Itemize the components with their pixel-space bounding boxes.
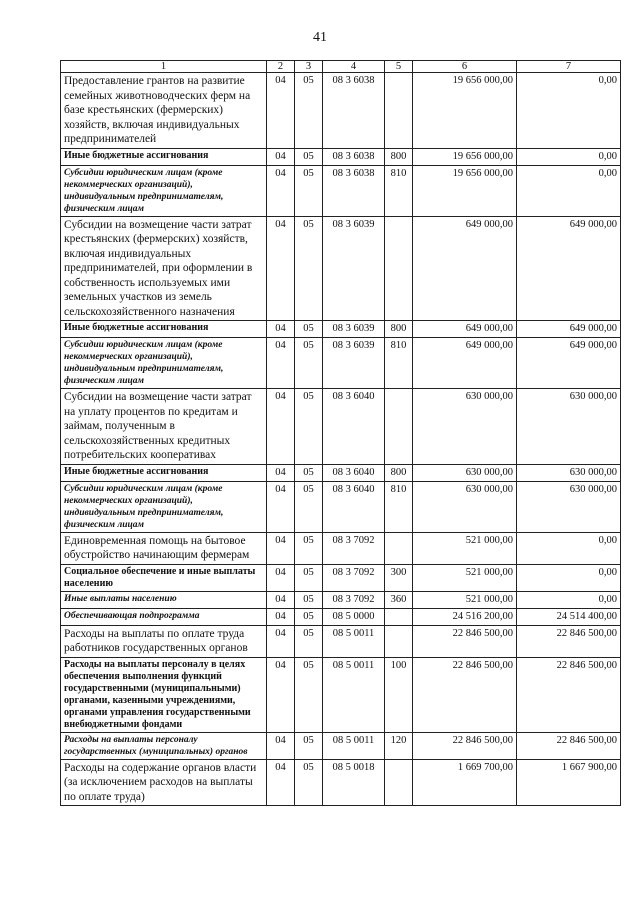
row-name: Субсидии на возмещение части затрат на уплату процентов по кредитам и займам, полученным в сельскохозяйственных кредитных потребительских кооперативах <box>61 389 267 465</box>
row-amount-2: 649 000,00 <box>517 321 621 338</box>
row-amount-1: 19 656 000,00 <box>413 148 517 165</box>
row-target-article: 08 5 0011 <box>323 732 385 759</box>
row-expense-type <box>385 759 413 806</box>
row-amount-2: 649 000,00 <box>517 216 621 321</box>
row-section: 04 <box>267 759 295 806</box>
table-row <box>61 148 621 165</box>
row-subsection: 05 <box>295 148 323 165</box>
table-row <box>61 732 621 759</box>
row-target-article: 08 3 6039 <box>323 216 385 321</box>
row-amount-1: 521 000,00 <box>413 591 517 608</box>
table-row <box>61 481 621 532</box>
table-row <box>61 591 621 608</box>
table-row <box>61 165 621 216</box>
row-subsection: 05 <box>295 759 323 806</box>
row-subsection: 05 <box>295 657 323 732</box>
row-expense-type <box>385 216 413 321</box>
row-expense-type <box>385 608 413 625</box>
row-amount-2: 0,00 <box>517 591 621 608</box>
row-section: 04 <box>267 73 295 149</box>
col-header-6: 6 <box>413 61 517 73</box>
row-amount-1: 22 846 500,00 <box>413 625 517 657</box>
row-section: 04 <box>267 591 295 608</box>
row-expense-type: 120 <box>385 732 413 759</box>
table-row <box>61 759 621 806</box>
col-header-3: 3 <box>295 61 323 73</box>
row-target-article: 08 3 6039 <box>323 321 385 338</box>
col-header-1: 1 <box>61 61 267 73</box>
row-name: Социальное обеспечение и иные выплаты населению <box>61 564 267 591</box>
row-name: Единовременная помощь на бытовое обустройство начинающим фермерам <box>61 532 267 564</box>
row-amount-1: 24 516 200,00 <box>413 608 517 625</box>
row-name: Субсидии юридическим лицам (кроме некоммерческих организаций), индивидуальным предпринимателям, физическим лицам <box>61 481 267 532</box>
row-target-article: 08 3 7092 <box>323 591 385 608</box>
row-subsection: 05 <box>295 321 323 338</box>
row-amount-1: 19 656 000,00 <box>413 73 517 149</box>
row-target-article: 08 3 6038 <box>323 73 385 149</box>
row-amount-2: 630 000,00 <box>517 464 621 481</box>
row-expense-type: 810 <box>385 338 413 389</box>
row-section: 04 <box>267 338 295 389</box>
row-name: Предоставление грантов на развитие семейных животноводческих ферм на базе крестьянских (фермерских) хозяйств, включая индивидуальных предпринимателей <box>61 73 267 149</box>
row-subsection: 05 <box>295 608 323 625</box>
row-expense-type: 810 <box>385 481 413 532</box>
row-name: Иные бюджетные ассигнования <box>61 464 267 481</box>
row-name: Субсидии на возмещение части затрат крестьянских (фермерских) хозяйств, включая индивидуальных предпринимателей, при оформлении в собственность используемых ими земельных участков из земель сельскохозяйственного назначения <box>61 216 267 321</box>
row-subsection: 05 <box>295 216 323 321</box>
row-name: Расходы на выплаты персоналу государственных (муниципальных) органов <box>61 732 267 759</box>
row-section: 04 <box>267 389 295 465</box>
row-expense-type: 100 <box>385 657 413 732</box>
row-amount-1: 630 000,00 <box>413 481 517 532</box>
row-target-article: 08 3 6040 <box>323 481 385 532</box>
table-row <box>61 564 621 591</box>
row-section: 04 <box>267 564 295 591</box>
row-section: 04 <box>267 657 295 732</box>
row-amount-1: 521 000,00 <box>413 564 517 591</box>
table-row <box>61 608 621 625</box>
row-target-article: 08 3 6040 <box>323 464 385 481</box>
table-row <box>61 216 621 321</box>
row-amount-2: 24 514 400,00 <box>517 608 621 625</box>
col-header-7: 7 <box>517 61 621 73</box>
row-amount-1: 19 656 000,00 <box>413 165 517 216</box>
row-name: Иные бюджетные ассигнования <box>61 321 267 338</box>
row-subsection: 05 <box>295 732 323 759</box>
row-name: Обеспечивающая подпрограмма <box>61 608 267 625</box>
row-subsection: 05 <box>295 338 323 389</box>
row-expense-type <box>385 389 413 465</box>
row-expense-type: 800 <box>385 464 413 481</box>
row-expense-type: 360 <box>385 591 413 608</box>
row-amount-1: 1 669 700,00 <box>413 759 517 806</box>
row-target-article: 08 3 7092 <box>323 564 385 591</box>
row-target-article: 08 5 0018 <box>323 759 385 806</box>
row-name: Расходы на выплаты по оплате труда работников государственных органов <box>61 625 267 657</box>
row-name: Расходы на выплаты персоналу в целях обеспечения выполнения функций государственными (муниципальными) органами, казенными учреждениями, органами управления государственными внебюджетными фондами <box>61 657 267 732</box>
row-amount-2: 0,00 <box>517 73 621 149</box>
row-amount-1: 521 000,00 <box>413 532 517 564</box>
col-header-2: 2 <box>267 61 295 73</box>
table-row <box>61 464 621 481</box>
row-section: 04 <box>267 625 295 657</box>
row-name: Иные выплаты населению <box>61 591 267 608</box>
table-row <box>61 389 621 465</box>
row-subsection: 05 <box>295 625 323 657</box>
row-amount-2: 22 846 500,00 <box>517 657 621 732</box>
row-amount-1: 22 846 500,00 <box>413 657 517 732</box>
row-amount-2: 0,00 <box>517 148 621 165</box>
row-subsection: 05 <box>295 165 323 216</box>
row-section: 04 <box>267 608 295 625</box>
col-header-4: 4 <box>323 61 385 73</box>
table-row <box>61 73 621 149</box>
row-subsection: 05 <box>295 73 323 149</box>
row-amount-2: 22 846 500,00 <box>517 732 621 759</box>
row-expense-type: 300 <box>385 564 413 591</box>
row-name: Субсидии юридическим лицам (кроме некоммерческих организаций), индивидуальным предпринимателям, физическим лицам <box>61 338 267 389</box>
table-header-row <box>61 61 621 73</box>
row-section: 04 <box>267 148 295 165</box>
row-target-article: 08 5 0000 <box>323 608 385 625</box>
row-amount-1: 649 000,00 <box>413 321 517 338</box>
row-section: 04 <box>267 732 295 759</box>
row-expense-type: 810 <box>385 165 413 216</box>
row-amount-1: 649 000,00 <box>413 338 517 389</box>
row-section: 04 <box>267 464 295 481</box>
row-section: 04 <box>267 532 295 564</box>
page-number: 41 <box>313 30 327 45</box>
row-name: Субсидии юридическим лицам (кроме некоммерческих организаций), индивидуальным предпринимателям, физическим лицам <box>61 165 267 216</box>
row-amount-2: 0,00 <box>517 165 621 216</box>
row-subsection: 05 <box>295 532 323 564</box>
row-subsection: 05 <box>295 389 323 465</box>
row-amount-1: 630 000,00 <box>413 464 517 481</box>
row-amount-2: 0,00 <box>517 532 621 564</box>
table-row <box>61 321 621 338</box>
row-amount-2: 630 000,00 <box>517 389 621 465</box>
row-amount-2: 1 667 900,00 <box>517 759 621 806</box>
table-row <box>61 625 621 657</box>
row-target-article: 08 3 6038 <box>323 165 385 216</box>
row-target-article: 08 3 6039 <box>323 338 385 389</box>
row-expense-type <box>385 625 413 657</box>
row-expense-type: 800 <box>385 321 413 338</box>
row-section: 04 <box>267 165 295 216</box>
table-row <box>61 657 621 732</box>
row-amount-1: 22 846 500,00 <box>413 732 517 759</box>
table-row <box>61 338 621 389</box>
row-expense-type: 800 <box>385 148 413 165</box>
row-amount-1: 649 000,00 <box>413 216 517 321</box>
row-target-article: 08 3 7092 <box>323 532 385 564</box>
row-name: Иные бюджетные ассигнования <box>61 148 267 165</box>
row-expense-type <box>385 73 413 149</box>
budget-table <box>60 60 621 806</box>
row-subsection: 05 <box>295 464 323 481</box>
row-subsection: 05 <box>295 481 323 532</box>
row-target-article: 08 3 6038 <box>323 148 385 165</box>
row-section: 04 <box>267 216 295 321</box>
row-section: 04 <box>267 481 295 532</box>
row-amount-2: 22 846 500,00 <box>517 625 621 657</box>
row-subsection: 05 <box>295 591 323 608</box>
row-section: 04 <box>267 321 295 338</box>
row-target-article: 08 5 0011 <box>323 657 385 732</box>
row-amount-1: 630 000,00 <box>413 389 517 465</box>
row-amount-2: 630 000,00 <box>517 481 621 532</box>
row-target-article: 08 3 6040 <box>323 389 385 465</box>
row-amount-2: 0,00 <box>517 564 621 591</box>
row-subsection: 05 <box>295 564 323 591</box>
row-target-article: 08 5 0011 <box>323 625 385 657</box>
row-expense-type <box>385 532 413 564</box>
row-name: Расходы на содержание органов власти (за исключением расходов на выплаты по оплате труда) <box>61 759 267 806</box>
row-amount-2: 649 000,00 <box>517 338 621 389</box>
col-header-5: 5 <box>385 61 413 73</box>
table-row <box>61 532 621 564</box>
